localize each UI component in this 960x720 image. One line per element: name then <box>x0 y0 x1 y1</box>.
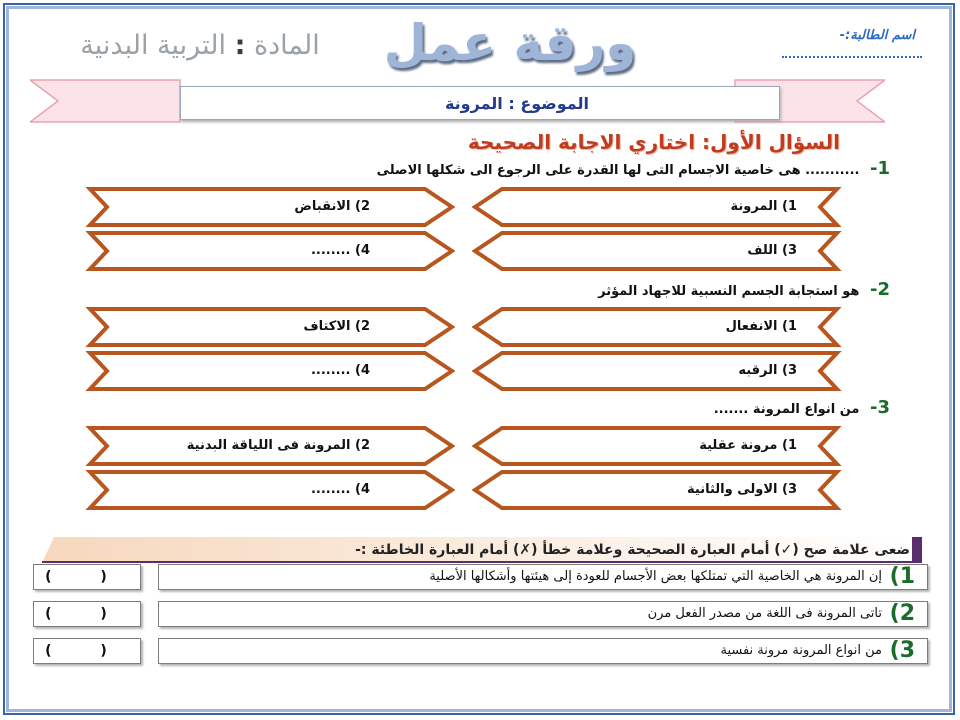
option-label: 1) الانفعال <box>725 319 797 334</box>
option-shape <box>85 186 455 228</box>
option-label: 4) ........ <box>310 243 370 258</box>
question-text: هو استجابة الجسم النسبية للاجهاد المؤثر <box>598 284 860 299</box>
subject-label: المادة <box>253 30 320 61</box>
option-label: 3) اللف <box>747 243 797 258</box>
option-label: 2) الاكتاف <box>303 319 370 334</box>
option-3-2[interactable] <box>85 425 455 467</box>
tf-number: 2) <box>889 601 915 626</box>
option-1-2[interactable] <box>85 186 455 228</box>
option-3-3[interactable] <box>472 469 842 511</box>
question-number: 2- <box>869 279 890 300</box>
option-2-4[interactable] <box>85 350 455 392</box>
option-2-2[interactable] <box>85 306 455 348</box>
question1-heading: السؤال الأول: اختاري الاجابة الصحيحة <box>467 130 840 154</box>
option-label: 3) الاولى والثانية <box>687 482 797 497</box>
tf-row-3 <box>0 638 960 664</box>
option-2-3[interactable] <box>472 350 842 392</box>
question1-item3 <box>714 397 890 418</box>
question-text: ........... هى خاصية الاجسام التى لها القدرة على الرجوع الى شكلها الاصلى <box>376 163 860 178</box>
option-label: 4) ........ <box>310 482 370 497</box>
option-1-3[interactable] <box>472 230 842 272</box>
option-label: 1) المرونة <box>730 199 797 214</box>
option-label: 2) الانقباض <box>294 199 370 214</box>
tf-answer-box[interactable]: ( ) <box>33 601 141 627</box>
option-label: 1) مرونة عقلية <box>699 438 797 453</box>
option-label: 4) ........ <box>310 363 370 378</box>
question1-item2 <box>598 279 890 300</box>
tf-number: 3) <box>889 638 915 663</box>
option-shape <box>85 469 455 511</box>
subject-line <box>60 30 340 61</box>
tf-number: 1) <box>889 564 915 589</box>
option-2-1[interactable] <box>472 306 842 348</box>
tf-row-1 <box>0 564 960 590</box>
option-shape <box>85 230 455 272</box>
tf-row-2 <box>0 601 960 627</box>
tf-text: من انواع المرونة مرونة نفسية <box>720 643 882 658</box>
subject-value: التربية البدنية <box>80 30 226 61</box>
tf-text: إن المرونة هي الخاصية التي تمتلكها بعض الأجسام للعودة إلى هيئتها وأشكالها الأصلية <box>429 569 882 584</box>
tf-text: تاتى المرونة فى اللغة من مصدر الفعل مرن <box>647 606 882 621</box>
tf-answer-box[interactable]: ( ) <box>33 564 141 590</box>
option-shape <box>85 306 455 348</box>
question-text: من انواع المرونة ....... <box>713 402 860 417</box>
student-name-label: اسم الطالبة:- <box>839 28 915 43</box>
tf-statement <box>158 638 928 664</box>
question-number: 3- <box>869 397 890 418</box>
option-label: 2) المرونة فى اللياقة البدنية <box>186 438 370 453</box>
tf-instruction: ضعى علامة صح (✓) أمام العبارة الصحيحة وعلامة خطأ (✗) أمام العبارة الخاطئة :- <box>355 542 910 558</box>
sheet-title: ورقة عمل <box>383 14 637 72</box>
tf-statement <box>158 564 928 590</box>
option-3-4[interactable] <box>85 469 455 511</box>
question-number: 1- <box>869 158 890 179</box>
question1-item1 <box>377 158 890 179</box>
tf-statement <box>158 601 928 627</box>
topic-box: الموضوع : المرونة <box>180 86 780 120</box>
option-1-1[interactable] <box>472 186 842 228</box>
option-1-4[interactable] <box>85 230 455 272</box>
tf-answer-box[interactable]: ( ) <box>33 638 141 664</box>
student-name-line[interactable] <box>782 56 922 58</box>
option-label: 3) الرقبه <box>738 363 797 378</box>
option-shape <box>85 350 455 392</box>
subject-colon: : <box>234 30 246 61</box>
option-3-1[interactable] <box>472 425 842 467</box>
